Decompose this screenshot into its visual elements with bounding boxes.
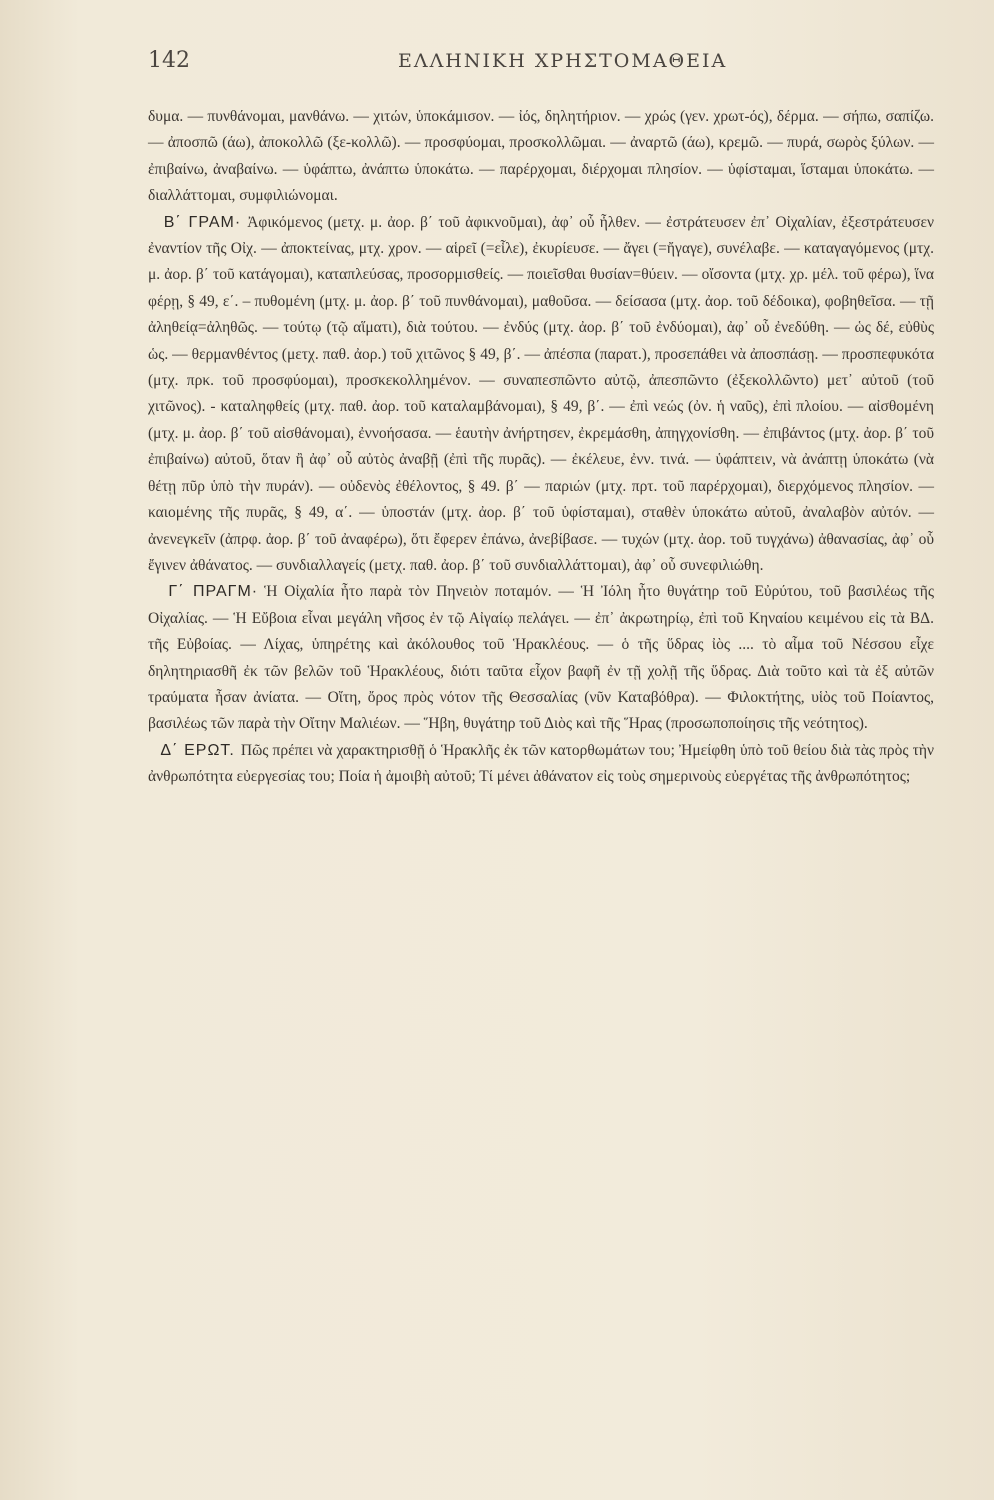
facts-section <box>148 579 934 737</box>
page-header <box>148 48 894 88</box>
facts-label: Γ΄ ΠΡΑΓΜ· <box>168 583 259 601</box>
grammar-section <box>148 210 934 580</box>
vocabulary-text: δυμα. — πυνθάνομαι, μανθάνω. — χιτών, ὑποκάμισον. — ἰός, δηλητήριον. — χρώς (γεν. χρωτ-ός), δέρμα. — σήπω, σαπίζω. — ἀποσπῶ (άω), ἀποκολλῶ (ξε-κολλῶ). — προσφύομαι, προσκολλῶμαι. — ἀναρτῶ (άω), κρεμῶ. — πυρά, σωρὸς ξύλων. — ἐπιβαίνω, ἀναβαίνω. — ὑφάπτω, ἀνάπτω ὑποκάτω. — παρέρχομαι, διέρχομαι πλησίον. — ὑφίσταμαι, ἵσταμαι ὑποκάτω. — διαλλάττομαι, συμφιλιώνομαι. <box>148 108 934 205</box>
facts-text: Ἡ Οἰχαλία ἦτο παρὰ τὸν Πηνειὸν ποταμόν. — Ἡ Ἰόλη ἦτο θυγάτηρ τοῦ Εὐρύτου, τοῦ βασιλέως τῆς Οἰχαλίας. — Ἡ Εὔβοια εἶναι μεγάλη νῆσος ἐν τῷ Αἰγαίῳ πελάγει. — ἐπ᾽ ἀκρωτηρίῳ, ἐπὶ τοῦ Κηναίου κειμένου εἰς τὰ ΒΔ. τῆς Εὐβοίας. — Λίχας, ὑπηρέτης καὶ ἀκόλουθος τοῦ Ἡρακλέους. — ὁ τῆς ὕδρας ἰὸς .... τὸ αἷμα τοῦ Νέσσου εἶχε δηλητηριασθῆ ἐκ τῶν βελῶν τοῦ Ἡρακλέους, διότι ταῦτα εἶχον βαφῆ ἐν τῇ χολῇ τῆς ὕδρας. Διὰ τοῦτο καὶ τὰ ἐξ αὐτῶν τραύματα ἦσαν ἀνίατα. — Οἴτη, ὄρος πρὸς νότον τῆς Θεσσαλίας (νῦν Καταβόθρα). — Φιλοκτήτης, υἱὸς τοῦ Ποίαντος, βασιλέως τῶν παρὰ τὴν Οἴτην Μαλιέων. — Ἥβη, θυγάτηρ τοῦ Διὸς καὶ τῆς Ἥρας (προσωποποίησις τῆς νεότητος). <box>148 583 934 733</box>
body-text <box>148 104 934 791</box>
grammar-label: Β΄ ΓΡΑΜ· <box>163 213 242 231</box>
questions-section <box>148 738 934 791</box>
questions-label: Δ΄ ΕΡΩΤ. <box>160 741 235 759</box>
vocabulary-section <box>148 104 934 210</box>
page-number: 142 <box>148 48 190 73</box>
questions-text: Πῶς πρέπει νὰ χαρακτηρισθῇ ὁ Ἡρακλῆς ἐκ τῶν κατορθωμάτων του; Ἠμείφθη ὑπὸ τοῦ θείου διὰ τὰς πρὸς τὴν ἀνθρωπότητα εὐεργεσίας του; Ποία ἡ ἀμοιβὴ αὐτοῦ; Τί μένει ἀθάνατον εἰς τοὺς σημερινοὺς εὐεργέτας τῆς ἀνθρωπότητος; <box>148 741 935 786</box>
running-title: ΕΛΛΗΝΙΚΗ ΧΡΗΣΤΟΜΑΘΕΙΑ <box>398 50 728 72</box>
grammar-text: Ἀφικόμενος (μετχ. μ. ἀορ. β΄ τοῦ ἀφικνοῦμαι), ἀφ᾽ οὗ ἦλθεν. — ἐστράτευσεν ἐπ᾽ Οἰχαλίαν, ἐξεστράτευσεν ἐναντίον τῆς Οἰχ. — ἀποκτείνας, μτχ. χρον. — αἱρεῖ (=εἷλε), ἐκυρίευσε. — ἄγει (=ἤγαγε), συνέλαβε. — καταγαγόμενος (μτχ. μ. ἀορ. β΄ τοῦ κατάγομαι), καταπλεύσας, προσορμισθείς. — ποιεῖσθαι θυσίαν=θύειν. — οἴσοντα (μτχ. χρ. μέλ. τοῦ φέρω), ἵνα φέρῃ, § 49, ε΄. – πυθομένη (μτχ. μ. ἀορ. β΄ τοῦ πυνθάνομαι), μαθοῦσα. — δείσασα (μτχ. ἀορ. τοῦ δέδοικα), φοβηθεῖσα. — τῇ ἀληθείᾳ=ἀληθῶς. — τούτῳ (τῷ αἵματι), διὰ τούτου. — ἐνδύς (μτχ. ἀορ. β΄ τοῦ ἐνδύομαι), ἀφ᾽ οὗ ἐνεδύθη. — ὡς δέ, εὐθὺς ὡς. — θερμανθέντος (μετχ. παθ. ἀορ.) τοῦ χιτῶνος § 49, β΄. — ἀπέσπα (παρατ.), προσεπάθει νὰ ἀποσπάσῃ. — προσπεφυκότα (μτχ. πρκ. τοῦ προσφύομαι), προσκεκολλημένον. — συναπεσπῶντο αὐτῷ, ἀπεσπῶντο (ἐξεκολλῶντο) μετ᾽ αὐτοῦ (τοῦ χιτῶνος). - καταληφθείς (μτχ. παθ. ἀορ. τοῦ καταλαμβάνομαι), § 49, β΄. — ἐπὶ νεώς (ὀν. ἡ ναῦς), ἐπὶ πλοίου. — αἰσθομένη (μτχ. μ. ἀορ. β΄ τοῦ αἰσθάνομαι), ἐννοήσασα. — ἑαυτὴν ἀνήρτησεν, ἐκρεμάσθη, ἀπηγχονίσθη. — ἐπιβάντος (μτχ. ἀορ. β΄ τοῦ ἐπιβαίνω) αὐτοῦ, ὅταν ἢ ἀφ᾽ οὗ αὐτὸς ἀναβῇ (ἐπὶ τῆς πυρᾶς). — ἐκέλευε, ἐνν. τινά. — ὑφάπτειν, νὰ ἀνάπτῃ ὑποκάτω (νὰ θέτῃ πῦρ ὑπὸ τὴν πυράν). — οὐδενὸς ἐθέλοντος, § 49. β΄ — παριών (μτχ. πρτ. τοῦ παρέρχομαι), διερχόμενος πλησίον. — καιομένης τῆς πυρᾶς, § 49, α΄. — ὑποστάν (μτχ. ἀορ. β΄ τοῦ ὑφίσταμαι), σταθὲν ὑποκάτω αὐτοῦ, ἀναλαβὸν αὐτόν. — ἀνενεγκεῖν (ἀπρφ. ἀορ. β΄ τοῦ ἀναφέρω), ὅτι ἔφερεν ἐπάνω, ἀνεβίβασε. — τυχών (μτχ. ἀορ. τοῦ τυγχάνω) ἀθανασίας, ἀφ᾽ οὗ ἔγινεν ἀθάνατος. — συνδιαλλαγείς (μετχ. παθ. ἀορ. β΄ τοῦ συνδιαλλάττομαι), ἀφ᾽ οὗ συνεφιλιώθη. <box>148 213 934 574</box>
